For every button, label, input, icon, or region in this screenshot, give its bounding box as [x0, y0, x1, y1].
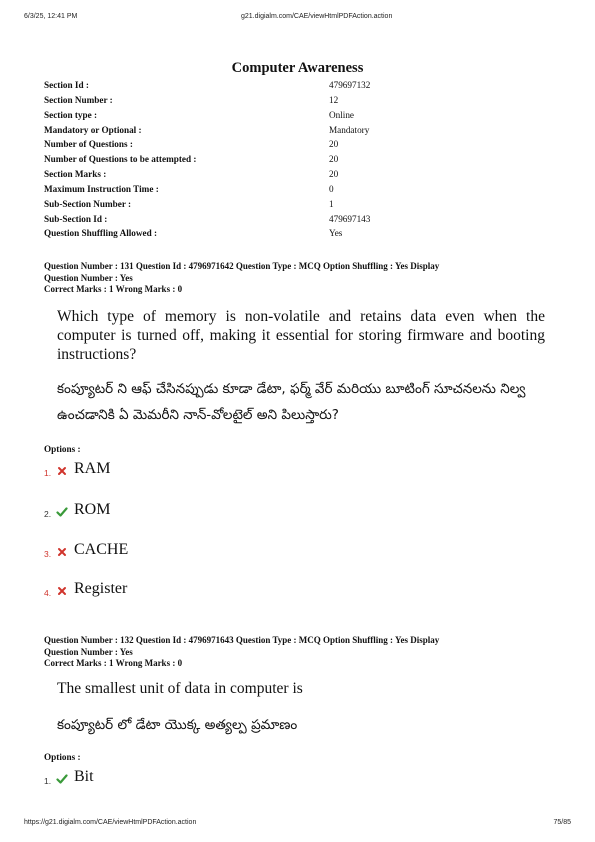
meta-row [44, 80, 504, 94]
option-text: Bit [74, 768, 94, 785]
meta-value: Mandatory [329, 125, 370, 135]
meta-row [44, 110, 504, 124]
meta-label: Number of Questions : [44, 139, 133, 149]
option-number: 1. [44, 776, 52, 786]
option-number: 4. [44, 588, 52, 598]
option-text: RAM [74, 460, 111, 477]
meta-value: 20 [329, 139, 339, 149]
meta-row [44, 169, 504, 183]
option-item [44, 537, 344, 559]
meta-value: Online [329, 110, 355, 120]
correct-check-icon [56, 773, 68, 785]
option-item [44, 456, 344, 478]
meta-value: 479697132 [329, 80, 371, 90]
meta-value: 0 [329, 184, 334, 194]
meta-label: Maximum Instruction Time : [44, 184, 159, 194]
print-datetime: 6/3/25, 12:41 PM [24, 13, 78, 20]
meta-label: Section Id : [44, 80, 89, 90]
meta-label: Question Shuffling Allowed : [44, 228, 158, 238]
option-text: CACHE [74, 541, 129, 558]
question-header-line: Question Number : Yes [44, 272, 133, 283]
meta-row [44, 95, 504, 109]
option-item [44, 576, 344, 598]
meta-label: Mandatory or Optional : [44, 125, 142, 135]
options-label: Options : [44, 444, 81, 454]
meta-label: Sub-Section Number : [44, 199, 132, 209]
question-text-telugu: కంప్యూటర్ ని ఆఫ్ చేసినప్పుడు కూడా డేటా, ఫర్మ్ వేర్ మరియు బూటింగ్ సూచనలను నిల్వ ఉంచడానికి ఏ మెమరీని నాన్-వోలటైల్ అని పిలుస్తారు? [57, 381, 526, 423]
meta-value: 479697143 [329, 214, 371, 224]
meta-value: 20 [329, 169, 339, 179]
option-item [44, 764, 344, 786]
meta-row [44, 228, 504, 242]
question-132-header [44, 635, 564, 670]
meta-row [44, 184, 504, 198]
question-text-english: Which type of memory is non-volatile and retains data even when the computer is turned off, making it essential for storing firmware and booting instructions? [57, 308, 545, 363]
print-url: g21.digialm.com/CAE/viewHtmlPDFAction.action [241, 13, 393, 20]
option-number: 3. [44, 549, 52, 559]
question-text-telugu: కంప్యూటర్ లో డేటా యొక్క అత్యల్ప ప్రమాణం [57, 717, 298, 733]
question-131-header [44, 261, 564, 296]
question-marks: Correct Marks : 1 Wrong Marks : 0 [44, 658, 183, 668]
question-header-line: Question Number : 131 Question Id : 4796971642 Question Type : MCQ Option Shuffling : Yes Display [44, 261, 440, 271]
option-number: 2. [44, 509, 52, 519]
wrong-cross-icon [56, 546, 68, 558]
meta-row [44, 214, 504, 228]
wrong-cross-icon [56, 585, 68, 597]
meta-value: 12 [329, 95, 339, 105]
question-marks: Correct Marks : 1 Wrong Marks : 0 [44, 284, 183, 294]
meta-label: Section Number : [44, 95, 113, 105]
option-text: ROM [74, 501, 111, 518]
option-number: 1. [44, 468, 52, 478]
footer-url: https://g21.digialm.com/CAE/viewHtmlPDFAction.action [24, 819, 197, 826]
correct-check-icon [56, 506, 68, 518]
option-item [44, 497, 344, 519]
section-title: Computer Awareness [231, 60, 364, 76]
page-number: 75/85 [553, 819, 571, 826]
meta-row [44, 199, 504, 213]
meta-row [44, 154, 504, 168]
question-text-english: The smallest unit of data in computer is [57, 680, 303, 697]
meta-value: 1 [329, 199, 334, 209]
meta-label: Section Marks : [44, 169, 107, 179]
meta-label: Number of Questions to be attempted : [44, 154, 197, 164]
question-header-line: Question Number : Yes [44, 646, 133, 657]
meta-row [44, 139, 504, 153]
options-label: Options : [44, 752, 81, 762]
question-header-line: Question Number : 132 Question Id : 4796971643 Question Type : MCQ Option Shuffling : Yes Display [44, 635, 440, 645]
meta-label: Sub-Section Id : [44, 214, 108, 224]
meta-value: Yes [329, 228, 343, 238]
meta-value: 20 [329, 154, 339, 164]
meta-label: Section type : [44, 110, 98, 120]
option-text: Register [74, 580, 128, 597]
meta-row [44, 125, 504, 139]
wrong-cross-icon [56, 465, 68, 477]
